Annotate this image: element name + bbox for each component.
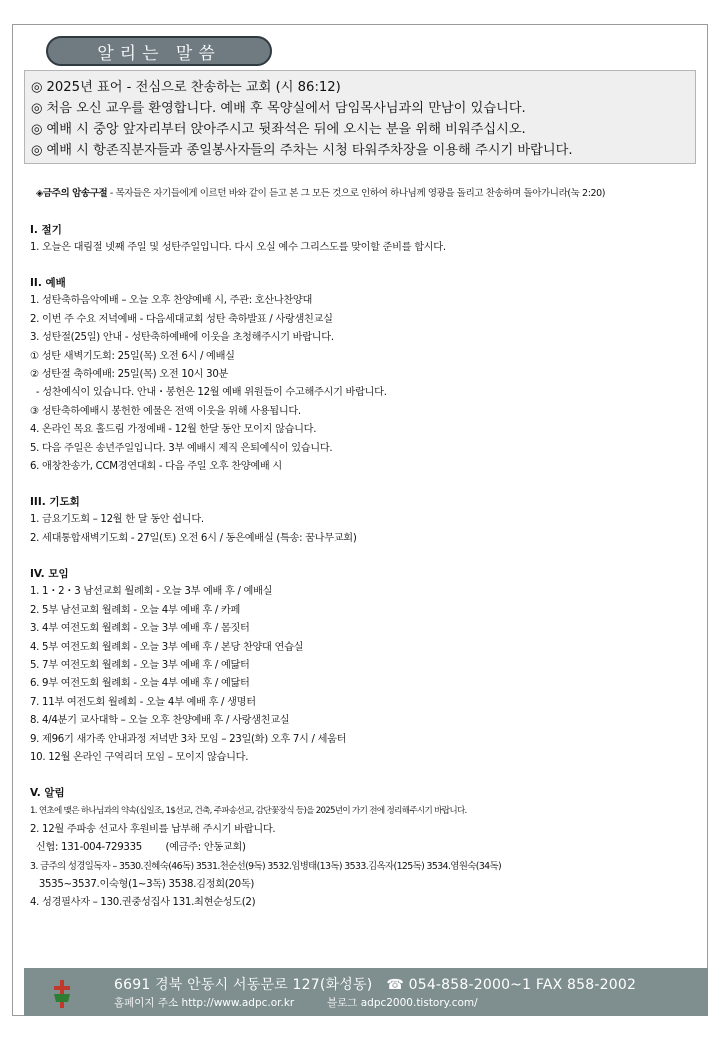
section-heading: II. 예배: [30, 277, 66, 290]
list-item: 9. 제96기 새가족 안내과정 저녁반 3차 모임 – 23일(화) 오후 7시 / 세움터: [30, 733, 347, 745]
notice-item: [31, 119, 689, 140]
list-item: ② 성탄절 축하예배: 25일(목) 오전 10시 30분: [30, 369, 229, 381]
bullet-icon: ◎: [31, 101, 43, 116]
memory-verse-text: - 목자들은 자기들에게 이르던 바와 같이 듣고 본 그 모든 것으로 인하여 하나님께 영광을 돌리고 찬송하며 돌아가니라(눅 2:20): [107, 188, 606, 199]
list-item: ③ 성탄축하예배시 봉헌한 예물은 전액 이웃을 위해 사용됩니다.: [30, 405, 301, 417]
blog-label: 블로그: [326, 997, 358, 1009]
list-item: - 성찬예식이 있습니다. 안내・봉헌은 12월 예배 위원들이 수고해주시기 바랍니다.: [30, 387, 387, 399]
list-item: 3. 성탄절(25일) 안내 - 성탄축하예배에 이웃을 초청해주시기 바랍니다.: [30, 332, 334, 344]
notice-item: [31, 98, 689, 119]
section-notices: [30, 785, 690, 912]
list-item: 7. 11부 여전도회 월례회 - 오늘 4부 예배 후 / 생명터: [30, 696, 256, 708]
list-item: 3. 금주의 성경일독자 – 3530.진혜숙(46독) 3531.천순선(9독) 3532.임병태(13독) 3533.김옥자(125독) 3534.염원숙(34독): [30, 860, 502, 872]
section-heading: III. 기도회: [30, 496, 80, 509]
list-item: 4. 5부 여전도회 월례회 - 오늘 3부 예배 후 / 본당 찬양대 연습실: [30, 641, 304, 653]
section-heading: IV. 모임: [30, 568, 69, 581]
notice-item: [31, 77, 689, 98]
bullet-icon: ◎: [31, 143, 43, 158]
list-item: 2. 5부 남선교회 월례회 - 오늘 4부 예배 후 / 카페: [30, 604, 241, 616]
notice-text: 예배 시 항존직분자들과 종일봉사자들의 주차는 시청 타워주차장을 이용해 주시기 바랍니다.: [46, 143, 573, 158]
notice-text: 처음 오신 교우를 환영합니다. 예배 후 목양실에서 담임목사님과의 만남이 있습니다.: [46, 101, 526, 116]
list-item: ① 성탄 새벽기도회: 25일(목) 오전 6시 / 예배실: [30, 350, 235, 362]
section-season: [30, 222, 690, 257]
church-address: 6691 경북 안동시 서동문로 127(화성동) ☎ 054-858-2000~1 FAX 858-2002: [114, 977, 637, 993]
bullet-icon: ◎: [31, 122, 43, 137]
memory-verse-label: 금주의 암송구절: [42, 188, 108, 199]
list-item: 2. 세대통합새벽기도회 - 27일(토) 오전 6시 / 동은예배실 (특송: 꿈나무교회): [30, 532, 357, 544]
homepage-label: 홈페이지 주소: [114, 997, 179, 1009]
footer: [24, 968, 708, 1016]
notice-text: 2025년 표어 - 전심으로 찬송하는 교회 (시 86:12): [46, 80, 341, 95]
list-item: 5. 다음 주일은 송년주일입니다. 3부 예배시 제직 은퇴예식이 있습니다.: [30, 442, 333, 454]
bullet-icon: ◎: [31, 80, 43, 95]
list-item: 6. 9부 여전도회 월례회 - 오늘 4부 예배 후 / 예닮터: [30, 678, 250, 690]
list-item: 1. 연초에 맺은 하나님과의 약속(십일조, 1$선교, 건축, 주파송선교, 감단꽃장식 등)을 2025년이 가기 전에 정리해주시기 바랍니다.: [30, 806, 467, 817]
church-logo-icon: [52, 980, 72, 1008]
list-item: 5. 7부 여전도회 월례회 - 오늘 3부 예배 후 / 예닮터: [30, 659, 250, 671]
section-prayer: [30, 494, 690, 548]
list-item: 10. 12월 온라인 구역리더 모임 – 모이지 않습니다.: [30, 751, 249, 763]
list-item: 3. 4부 여전도회 월례회 - 오늘 3부 예배 후 / 몸짓터: [30, 623, 250, 635]
list-item: 1. 오늘은 대림절 넷째 주일 및 성탄주일입니다. 다시 오실 예수 그리스도를 맞이할 준비를 합시다.: [30, 242, 446, 253]
notice-text: 예배 시 중앙 앞자리부터 앉아주시고 뒷좌석은 뒤에 오시는 분을 위해 비워주십시오.: [46, 122, 526, 137]
diamond-icon: ◈: [36, 188, 43, 199]
blog-link[interactable]: adpc2000.tistory.com/: [360, 997, 478, 1009]
section-worship: [30, 275, 690, 476]
notice-item: [31, 140, 689, 161]
page-title: 알리는 말씀: [46, 36, 272, 66]
list-item: 8. 4/4분기 교사대학 – 오늘 오후 찬양예배 후 / 사랑샘친교실: [30, 715, 290, 727]
section-heading: I. 절기: [30, 224, 62, 236]
notice-box: [24, 70, 696, 164]
list-item: 1. 금요기도회 – 12월 한 달 동안 쉽니다.: [30, 514, 204, 526]
list-item: 1. 성탄축하음악예배 – 오늘 오후 찬양예배 시, 주관: 호산나찬양대: [30, 295, 313, 307]
homepage-link[interactable]: http://www.adpc.or.kr: [181, 997, 295, 1009]
list-item: 2. 이번 주 수요 저녁예배 - 다음세대교회 성탄 축하발표 / 사랑샘친교실: [30, 313, 333, 325]
web-info: [114, 995, 478, 1010]
announcement-content: [30, 184, 690, 913]
memory-verse: [36, 184, 690, 204]
list-item: 신협: 131-004-729335 (예금주: 안동교회): [30, 842, 246, 854]
list-item: 4. 성경필사자 – 130.권중성집사 131.최현순성도(2): [30, 897, 256, 909]
list-item: 4. 온라인 목요 홀드림 가정예배 - 12월 한달 동안 모이지 않습니다.: [30, 424, 317, 436]
section-heading: V. 알림: [30, 787, 65, 800]
list-item: 2. 12월 주파송 선교사 후원비를 납부해 주시기 바랍니다.: [30, 823, 276, 835]
section-meetings: [30, 566, 690, 767]
list-item: 3535~3537.이숙형(1~3독) 3538.김정희(20독): [30, 878, 255, 890]
list-item: 6. 애창찬송가, CCM경연대회 - 다음 주일 오후 찬양예배 시: [30, 461, 282, 473]
list-item: 1. 1・2・3 남선교회 월례회 - 오늘 3부 예배 후 / 예배실: [30, 586, 273, 598]
